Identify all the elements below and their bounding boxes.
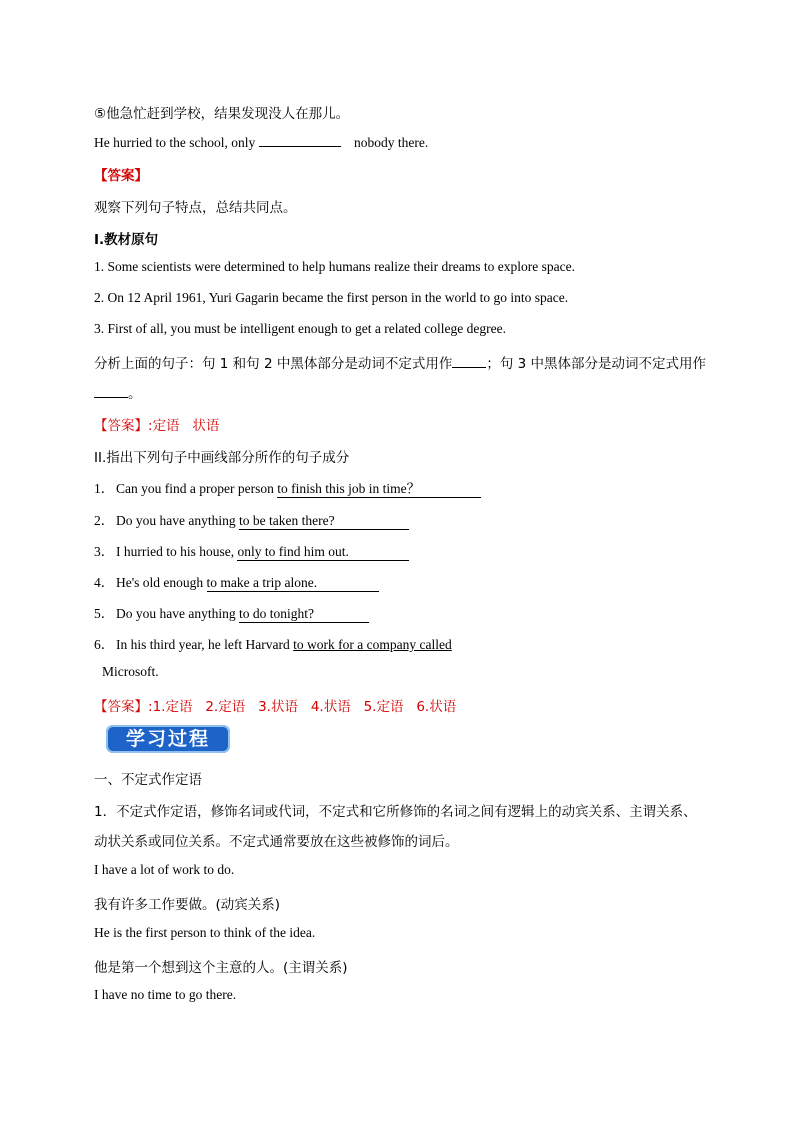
- q5-english: [94, 134, 428, 151]
- analysis-part1: 分析上面的句子：句 1 和句 2 中黑体部分是动词不定式用作: [94, 356, 453, 372]
- example-1-translation: 我有许多工作要做。(动宾关系): [94, 897, 281, 913]
- analysis-blank-1[interactable]: [452, 355, 486, 368]
- exercise-text: In his third year, he left Harvard: [116, 637, 294, 652]
- q5-en-after: nobody there.: [353, 135, 429, 150]
- analysis-question-cont: [94, 382, 142, 402]
- exercise-text: He's old enough: [116, 575, 207, 590]
- section2-title: II.指出下列句子中画线部分所作的句子成分: [94, 450, 350, 466]
- exercise-6-continued: Microsoft.: [102, 664, 159, 679]
- exercise-underlined: to finish this job in time？: [277, 477, 481, 498]
- exercise-number: 5．: [94, 606, 115, 621]
- q5-en-before: He hurried to the school, only: [94, 135, 256, 150]
- exercise-number: 6．: [94, 637, 115, 652]
- part1-title: 一、不定式作定语: [94, 772, 202, 788]
- exercise-text: Do you have anything: [116, 606, 239, 621]
- exercise-1: [94, 477, 481, 498]
- exercise-3: [94, 540, 409, 561]
- q5-answer-blank[interactable]: [259, 134, 341, 147]
- exercise-underlined: to make a trip alone.: [207, 575, 379, 592]
- exercise-4: [94, 571, 379, 592]
- answer-2-text: 1.定语 2.定语 3.状语 4.状语 5.定语 6.状语: [152, 699, 457, 715]
- example-2-translation: 他是第一个想到这个主意的人。(主谓关系): [94, 960, 348, 976]
- exercise-number: 4．: [94, 575, 115, 590]
- exercise-text: I hurried to his house,: [116, 544, 238, 559]
- answer-label: 【答案】: [94, 168, 148, 184]
- example-2: He is the first person to think of the idea.: [94, 925, 316, 940]
- exercise-underlined: to do tonight?: [239, 606, 369, 623]
- analysis-part3: 。: [128, 386, 142, 402]
- exercise-text: Can you find a proper person: [116, 481, 278, 496]
- analysis-question: [94, 352, 706, 372]
- analysis-blank-2[interactable]: [94, 385, 128, 398]
- answer-1-text: 定语 状语: [152, 418, 220, 434]
- observe-instruction: 观察下列句子特点，总结共同点。: [94, 200, 297, 216]
- answer-1-label: 【答案】:: [94, 418, 153, 434]
- exercise-underlined: to be taken there?: [239, 513, 409, 530]
- q5-chinese: ⑤他急忙赶到学校，结果发现没人在那儿。: [94, 106, 350, 122]
- exercise-number: 2．: [94, 513, 115, 528]
- section1-title: I.教材原句: [94, 232, 159, 248]
- sentence-3: 3. First of all, you must be intelligent enough to get a related college degree.: [94, 321, 507, 336]
- exercise-text: Do you have anything: [116, 513, 239, 528]
- exercise-2: [94, 509, 409, 530]
- analysis-part2: ；句 3 中黑体部分是动词不定式用作: [486, 356, 707, 372]
- exercise-underlined: only to find him out.: [237, 544, 409, 561]
- exercise-underlined: to work for a company called: [293, 637, 452, 652]
- answer-1: [94, 414, 219, 434]
- exercise-number: 1．: [94, 481, 115, 496]
- sentence-1: 1. Some scientists were determined to help humans realize their dreams to explore space.: [94, 259, 575, 274]
- example-1: I have a lot of work to do.: [94, 862, 235, 877]
- example-3: I have no time to go there.: [94, 987, 237, 1002]
- answer-2-label: 【答案】:: [94, 699, 153, 715]
- sentence-2: 2. On 12 April 1961, Yuri Gagarin became the first person in the world to go into space.: [94, 290, 569, 305]
- learning-process-banner: 学习过程: [106, 725, 230, 753]
- rule1-line1: 1．不定式作定语，修饰名词或代词，不定式和它所修饰的名词之间有逻辑上的动宾关系、主谓关系、: [94, 804, 697, 820]
- rule1-line2: 动状关系或同位关系。不定式通常要放在这些被修饰的词后。: [94, 834, 459, 850]
- exercise-6: [94, 633, 452, 653]
- answer-2: [94, 695, 456, 715]
- exercise-number: 3．: [94, 544, 115, 559]
- exercise-5: [94, 602, 369, 623]
